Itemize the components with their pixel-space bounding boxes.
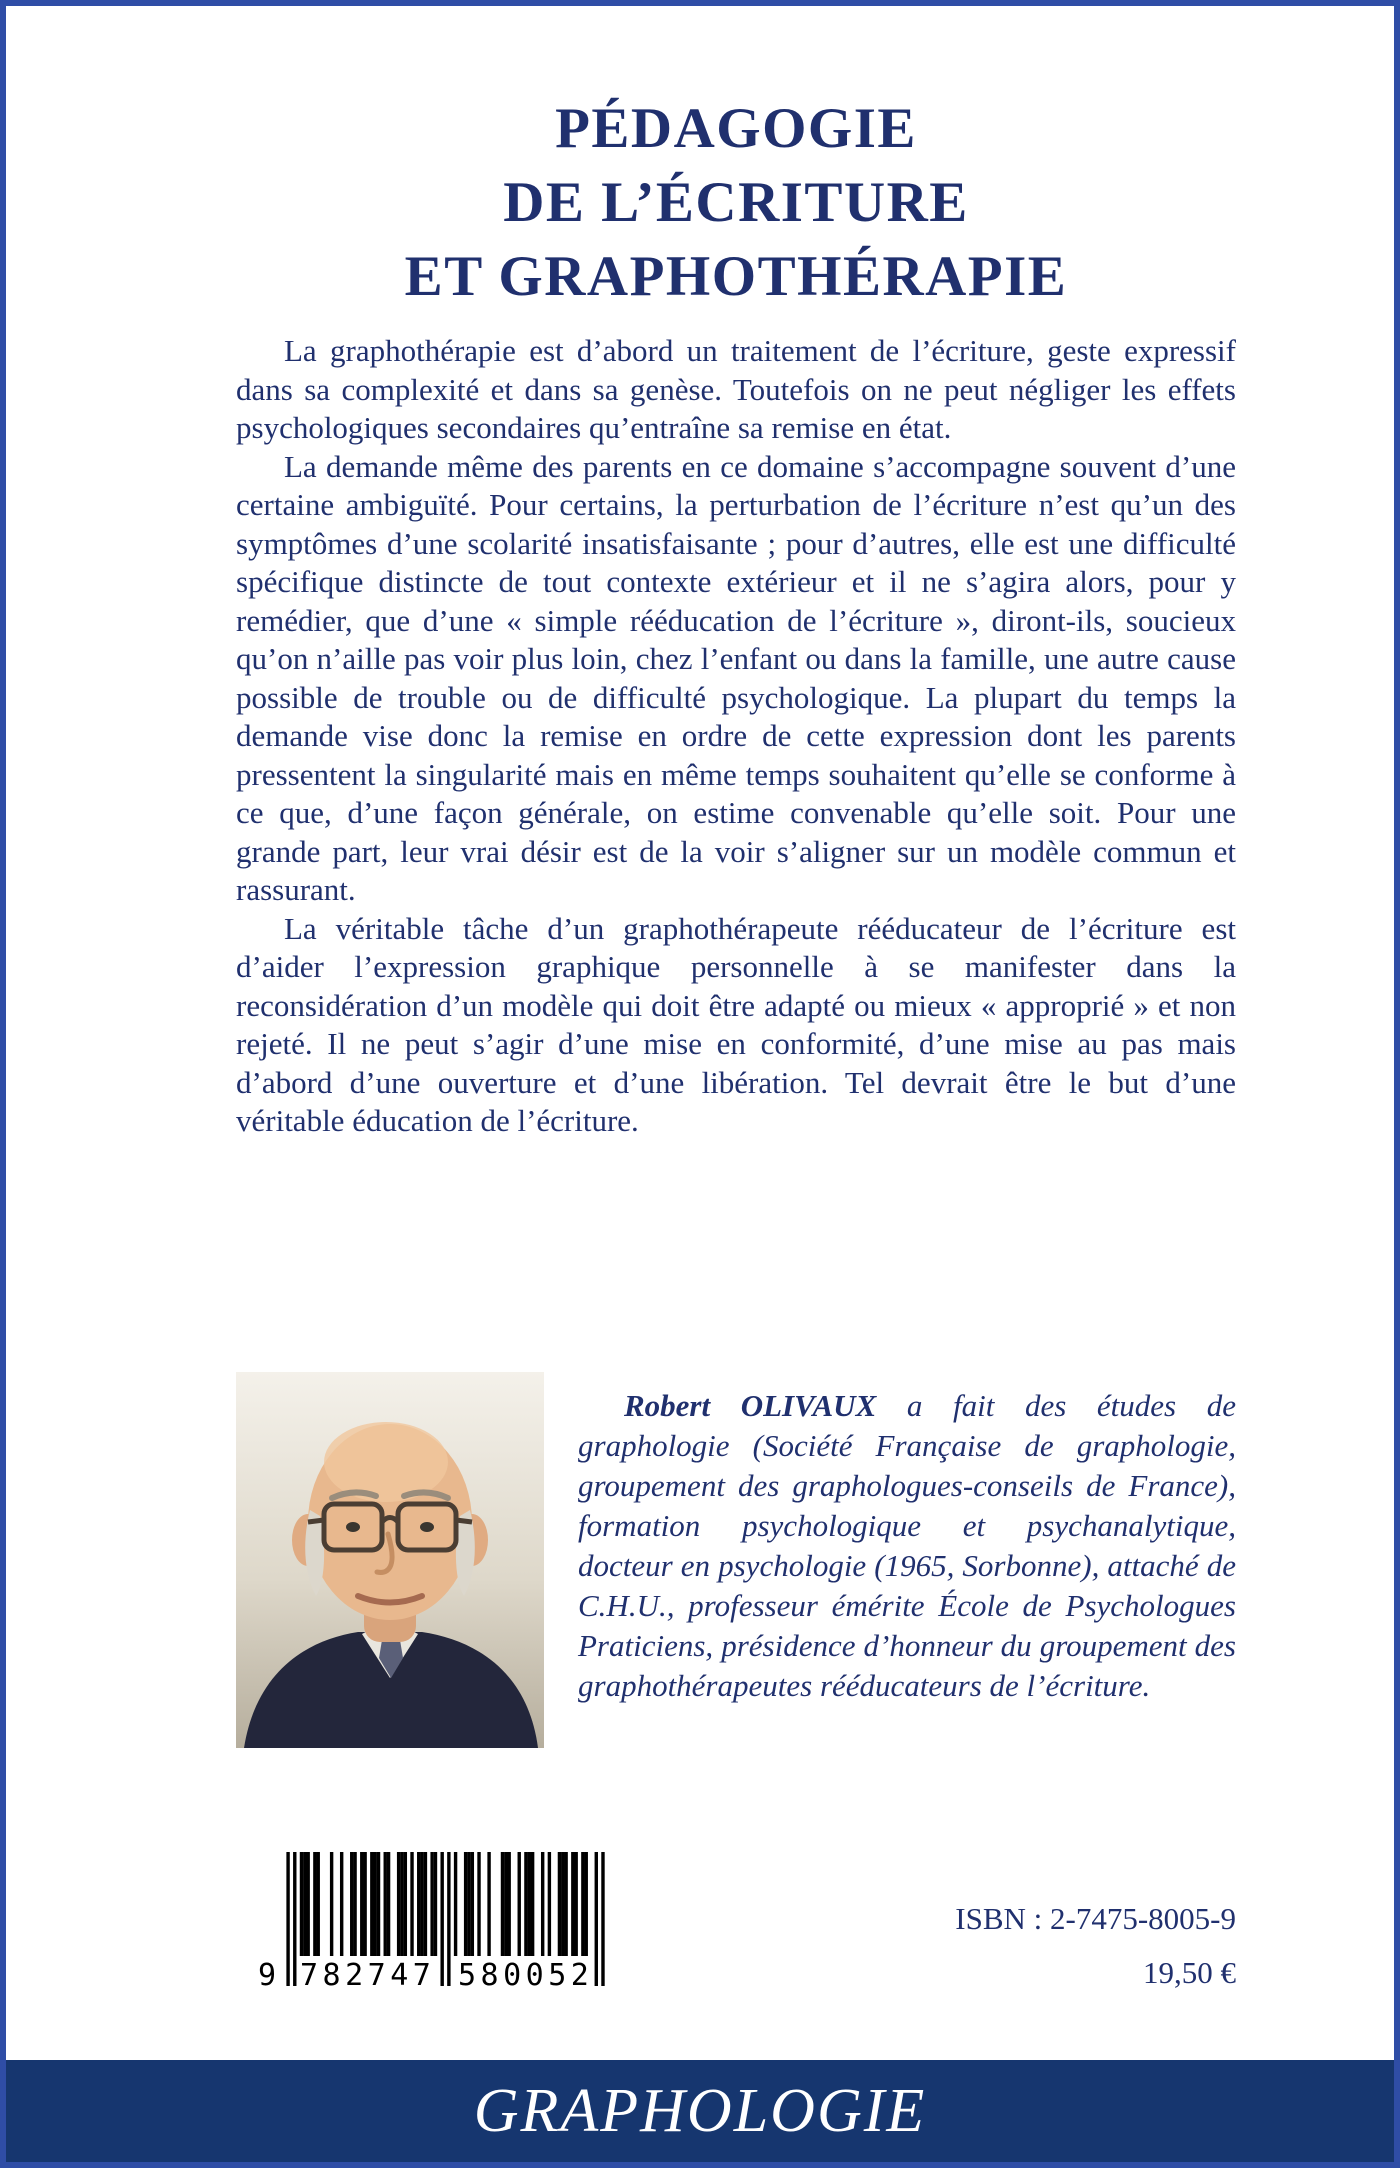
title-block (206, 92, 1266, 314)
book-title-line-2: DE L’ÉCRITURE (503, 171, 969, 234)
barcode-digit-prefix: 9 (258, 1958, 277, 1993)
series-band (6, 2060, 1394, 2162)
series-label: GRAPHOLOGIE (473, 2076, 927, 2145)
author-name: Robert OLIVAUX (624, 1388, 877, 1423)
author-section (236, 1372, 1236, 1748)
synopsis-paragraph-1: La graphothérapie est d’abord un traitement de l’écriture, geste expressif dans sa complexité et dans sa genèse. Toutefois on ne peut négliger les effets psychologiques secondaires qu’entraîne sa remise en état. (236, 333, 1236, 445)
price: 19,50 € (1143, 1955, 1236, 1990)
book-title-line-3: ET GRAPHOTHÉRAPIE (404, 245, 1068, 308)
author-photo (236, 1372, 544, 1748)
synopsis-paragraph-3: La véritable tâche d’un graphothérapeute rééducateur de l’écriture est d’aider l’expression graphique personnelle à se manifester dans la reconsidération d’un modèle qui doit être adapté ou mieux « approprié » et non rejeté. Il ne peut s’agir d’une mise en conformité, d’une mise au pas mais d’abord d’une ouverture et d’une libération. Tel devrait être le but d’une véritable éducation de l’écriture. (236, 910, 1236, 1138)
ean-barcode (258, 1852, 610, 1998)
author-bio (578, 1372, 1236, 1748)
isbn-block (836, 1900, 1236, 1992)
barcode-digits-left: 782747 (300, 1958, 436, 1993)
portrait-illustration (236, 1372, 544, 1748)
synopsis (236, 332, 1236, 1141)
isbn: ISBN : 2-7475-8005-9 (955, 1901, 1236, 1936)
barcode-digits-right: 580052 (458, 1958, 594, 1993)
synopsis-paragraph-2: La demande même des parents en ce domaine s’accompagne souvent d’une certaine ambiguïté. Pour certains, la perturbation de l’écriture n’est qu’un des symptômes d’une scolarité insatisfaisante ; pour d’autres, elle est une difficulté spécifique distincte de tout contexte extérieur et il ne s’agira alors, pour y remédier, que d’une « simple rééducation de l’écriture », diront-ils, soucieux qu’on n’aille pas voir plus loin, chez l’enfant ou dans la famille, une autre cause possible de trouble ou de difficulté psychologique. La plupart du temps la demande vise donc la remise en ordre de cette expression dont les parents pressentent la singularité mais en même temps souhaitent qu’elle se conforme à ce que, d’une façon générale, on estime convenable qu’elle soit. Pour une grande part, leur vrai désir est de la voir s’aligner sur un modèle commun et rassurant. (236, 448, 1236, 907)
author-bio-text: a fait des études de graphologie (Société Française de graphologie, groupement des graphologues-conseils de France), formation psychologique et psychanalytique, docteur en psychologie (1965, Sorbonne), attaché de C.H.U., professeur émérite École de Psychologues Praticiens, présidence d’honneur du groupement des graphothérapeutes rééducateurs de l’écriture. (578, 1388, 1236, 1703)
book-title-line-1: PÉDAGOGIE (555, 97, 917, 160)
